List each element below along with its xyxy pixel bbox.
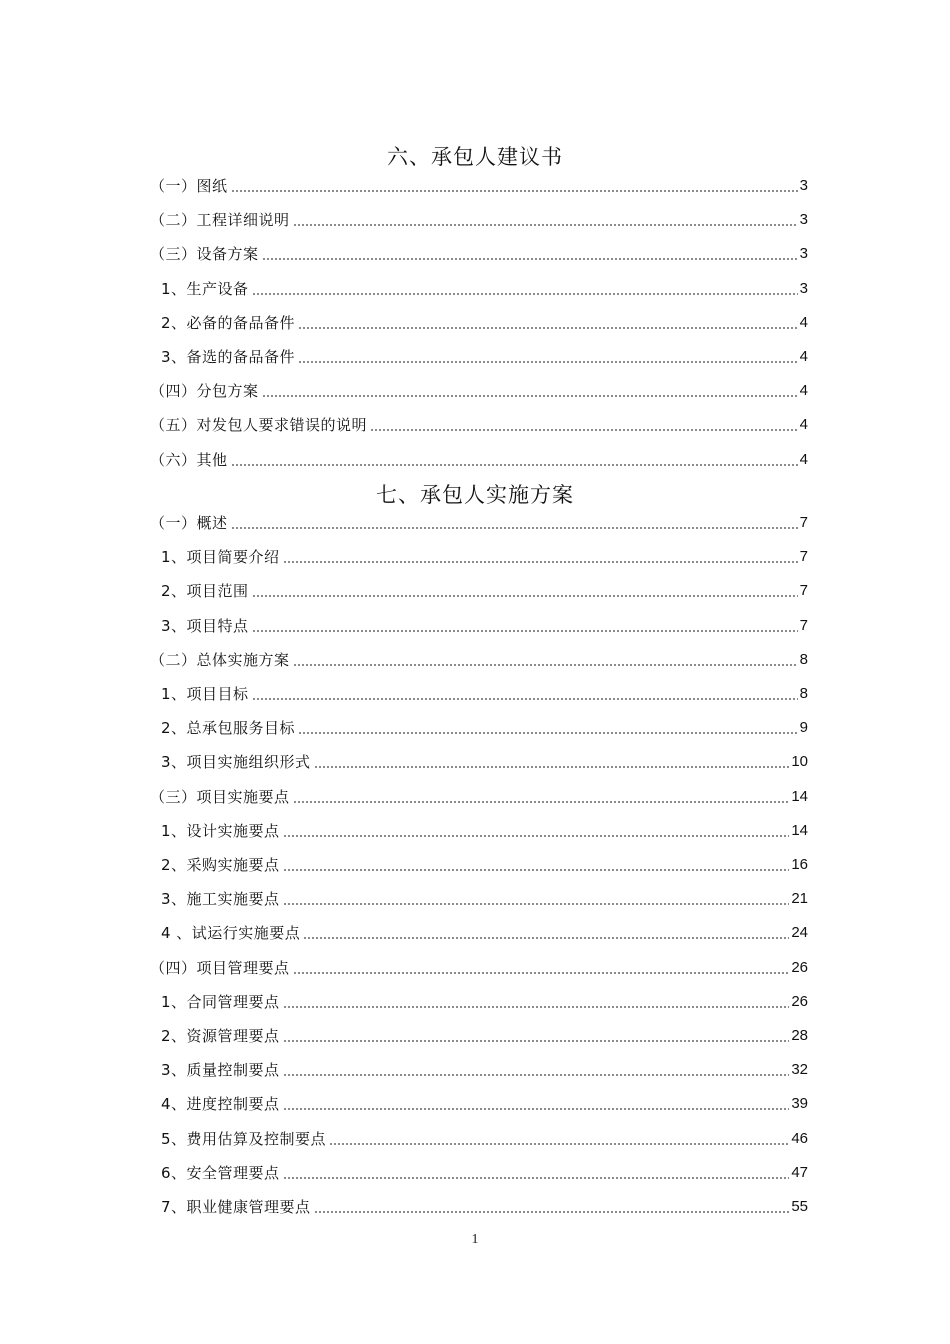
toc-entry[interactable] [150, 174, 808, 196]
toc-page-number: 39 [791, 1095, 808, 1113]
dot-leader [283, 903, 790, 905]
dot-leader [293, 801, 790, 803]
toc-page-number: 55 [791, 1198, 808, 1215]
dot-leader [314, 1211, 790, 1213]
toc-subentry[interactable] [150, 853, 808, 875]
toc-subentry[interactable] [150, 1092, 808, 1114]
dot-leader [293, 972, 790, 974]
toc-entry-label: （四）分包方案 [150, 382, 259, 401]
dot-leader [293, 224, 798, 226]
toc-subentry[interactable] [150, 1024, 808, 1046]
toc-entry-label: 1、合同管理要点 [161, 992, 280, 1011]
section-title-7: 七、承包人实施方案 [376, 483, 574, 507]
dot-leader [370, 429, 798, 431]
toc-entry[interactable] [150, 648, 808, 670]
toc-entry-label: 4、进度控制要点 [161, 1095, 280, 1114]
toc-page-number: 26 [791, 992, 808, 1010]
toc-subentry[interactable] [150, 990, 808, 1012]
section-title-6: 六、承包人建议书 [387, 145, 563, 169]
toc-entry[interactable] [150, 379, 808, 401]
dot-leader [231, 190, 798, 192]
toc-page-number: 8 [799, 650, 808, 668]
toc-entry-label: 3、项目特点 [161, 616, 249, 635]
toc-page-number: 4 [799, 313, 808, 331]
toc-page-number: 3 [799, 177, 808, 194]
toc-subentry[interactable] [150, 345, 808, 367]
dot-leader [314, 766, 790, 768]
toc-entry-label: （一）概述 [150, 514, 228, 532]
dot-leader [303, 937, 789, 939]
toc-entry-label: 1、项目简要介绍 [161, 548, 280, 567]
toc-entry-label: 4 、试运行实施要点 [161, 924, 301, 943]
toc-page-number: 7 [799, 616, 808, 634]
toc-subentry[interactable] [150, 1195, 808, 1217]
dot-leader [252, 595, 798, 597]
dot-leader [252, 293, 798, 295]
toc-page-number: 26 [791, 958, 808, 976]
toc-entry-label: 7、职业健康管理要点 [161, 1198, 311, 1216]
toc-page-number: 14 [791, 821, 808, 839]
dot-leader [283, 1074, 790, 1076]
toc-entry-label: （三）项目实施要点 [150, 787, 290, 806]
dot-leader [283, 869, 790, 871]
toc-page-number: 3 [799, 279, 808, 297]
toc-entry-label: （五）对发包人要求错误的说明 [150, 416, 368, 435]
toc-subentry[interactable] [150, 277, 808, 299]
toc-entry-label: （四）项目管理要点 [150, 958, 290, 977]
toc-entry[interactable] [150, 242, 808, 264]
toc-entry-label: 1、设计实施要点 [161, 821, 280, 840]
toc-entry-label: 2、资源管理要点 [161, 1027, 280, 1045]
toc-subentry[interactable] [150, 311, 808, 333]
toc-page-number: 8 [799, 685, 808, 702]
toc-entry-label: 3、施工实施要点 [161, 890, 280, 909]
toc-entry-label: 1、项目目标 [161, 685, 249, 703]
toc-page-number: 4 [799, 348, 808, 365]
toc-entry[interactable] [150, 448, 808, 470]
toc-entry-label: 3、项目实施组织形式 [161, 753, 311, 772]
dot-leader [252, 630, 798, 632]
dot-leader [231, 527, 798, 529]
dot-leader [283, 1177, 790, 1179]
toc-page-number: 32 [791, 1061, 808, 1079]
dot-leader [298, 361, 798, 363]
page-number: 1 [471, 1232, 479, 1247]
toc-page-number: 14 [791, 787, 808, 805]
toc-entry-label: 5、费用估算及控制要点 [161, 1129, 327, 1148]
toc-page-number: 7 [799, 514, 808, 531]
toc-entry[interactable] [150, 413, 808, 435]
toc-page-number: 3 [799, 245, 808, 263]
toc-page-number: 7 [799, 582, 808, 600]
toc-page-number: 24 [791, 924, 808, 942]
toc-entry-label: （一）图纸 [150, 177, 228, 195]
toc-entry-label: 6、安全管理要点 [161, 1163, 280, 1182]
toc-subentry[interactable] [150, 614, 808, 636]
toc-page-number: 9 [799, 719, 808, 737]
toc-entry-label: 2、项目范围 [161, 582, 249, 601]
toc-page-number: 21 [791, 890, 808, 908]
toc-entry-label: 1、生产设备 [161, 279, 249, 298]
dot-leader [298, 327, 798, 329]
toc-page-number: 28 [791, 1027, 808, 1044]
toc-subentry[interactable] [150, 716, 808, 738]
toc-entry[interactable] [150, 785, 808, 807]
toc-entry-label: （六）其他 [150, 450, 228, 469]
dot-leader [262, 258, 798, 260]
dot-leader [283, 1006, 790, 1008]
toc-page-number: 47 [791, 1163, 808, 1181]
toc-entry[interactable] [150, 208, 808, 230]
toc-entry[interactable] [150, 511, 808, 533]
toc-entry-label: 2、必备的备品备件 [161, 313, 296, 332]
toc-entry-label: （二）总体实施方案 [150, 650, 290, 669]
toc-page-number: 4 [799, 450, 808, 468]
dot-leader [283, 561, 798, 563]
toc-page-number: 3 [799, 211, 808, 229]
toc-subentry[interactable] [150, 887, 808, 909]
toc-subentry[interactable] [150, 1058, 808, 1080]
toc-entry-label: 3、备选的备品备件 [161, 348, 296, 366]
toc-page-number: 10 [791, 753, 808, 771]
dot-leader [298, 732, 798, 734]
toc-subentry[interactable] [150, 1127, 808, 1149]
toc-subentry[interactable] [150, 1161, 808, 1183]
dot-leader [293, 664, 798, 666]
toc-subentry[interactable] [150, 921, 808, 943]
dot-leader [231, 464, 798, 466]
dot-leader [283, 1040, 790, 1042]
toc-page-number: 4 [799, 416, 808, 434]
toc-entry-label: （三）设备方案 [150, 245, 259, 264]
dot-leader [329, 1143, 789, 1145]
toc-entry-label: 2、采购实施要点 [161, 856, 280, 874]
toc-page-number: 4 [799, 382, 808, 400]
dot-leader [252, 698, 798, 700]
toc-page-number: 46 [791, 1129, 808, 1147]
dot-leader [283, 1108, 790, 1110]
toc-subentry[interactable] [150, 545, 808, 567]
toc-subentry[interactable] [150, 750, 808, 772]
dot-leader [262, 395, 798, 397]
toc-subentry[interactable] [150, 682, 808, 704]
toc-page-number: 7 [799, 548, 808, 566]
toc-entry-label: （二）工程详细说明 [150, 211, 290, 230]
toc-entry-label: 2、总承包服务目标 [161, 719, 296, 738]
dot-leader [283, 835, 790, 837]
toc-entry-label: 3、质量控制要点 [161, 1061, 280, 1080]
toc-entry[interactable] [150, 956, 808, 978]
toc-page-number: 16 [791, 856, 808, 873]
toc-subentry[interactable] [150, 819, 808, 841]
toc-subentry[interactable] [150, 579, 808, 601]
